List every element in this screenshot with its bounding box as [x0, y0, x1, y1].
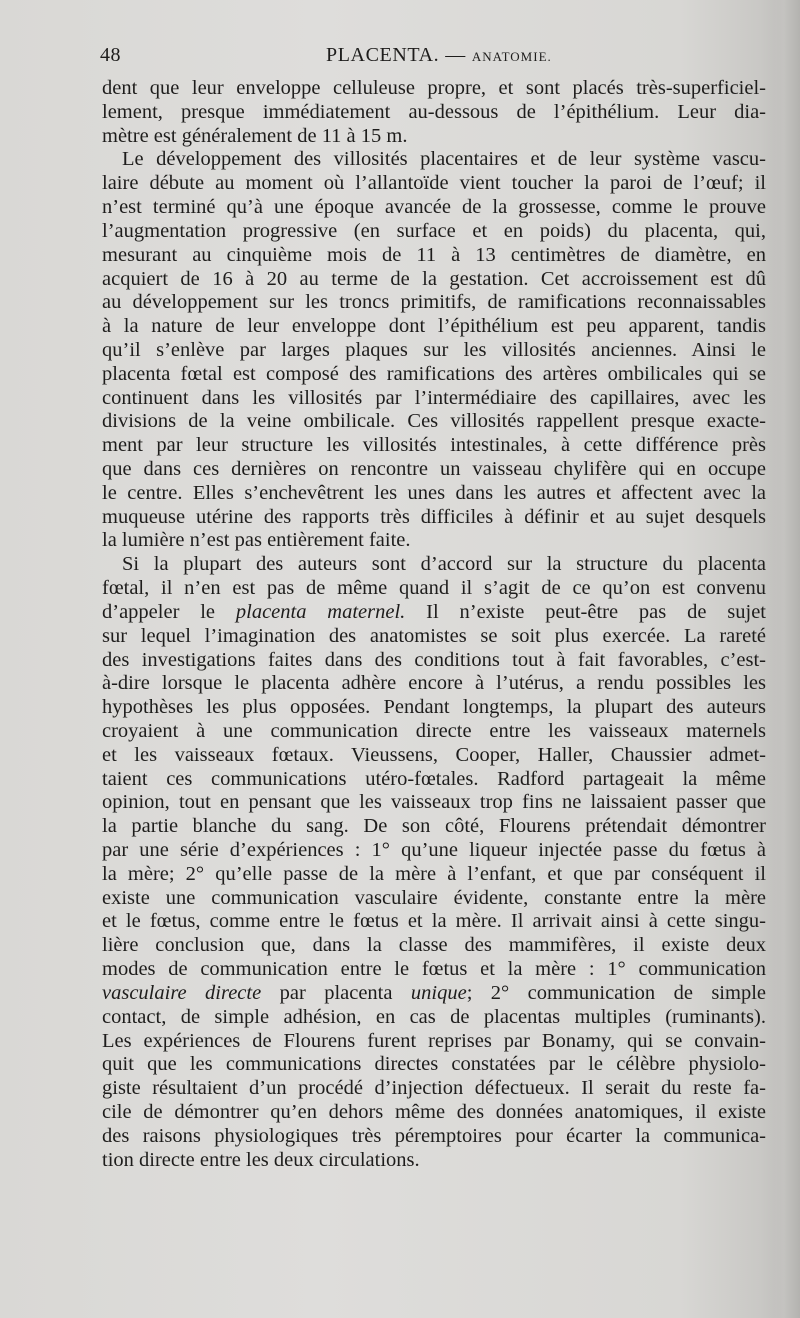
text-line: par une série d’expériences : 1° qu’une liqueur injectée passe du fœtus à: [102, 839, 766, 861]
text-line: lement, presque immédiatement au-dessous de l’épithélium. Leur dia-: [102, 100, 766, 123]
text-line: tion directe entre les deux circulations.: [102, 1148, 420, 1171]
text-line: Le développement des villosités placentaires et de leur système vascu-: [122, 148, 766, 171]
text-line: cile de démontrer qu’en dehors même des données anatomiques, il existe: [102, 1100, 766, 1123]
running-header: [100, 44, 768, 74]
text-line: existe une communication vasculaire évidente, constante entre la mère: [102, 886, 766, 909]
italic-text: unique: [410, 981, 467, 1004]
text-line: l’augmentation progressive (en surface et en poids) du placenta, qui,: [102, 219, 766, 242]
text-line: contact, de simple adhésion, en cas de placentas multiples (ruminants).: [102, 1005, 766, 1028]
text-segment: ; 2° communication de simple: [466, 981, 766, 1004]
page-edge-shadow: [768, 0, 800, 1318]
text-line: muqueuse utérine des rapports très difficiles à définir et au sujet desquels: [102, 505, 766, 528]
text-line: quit que les communications directes constatées par le célèbre physiolo-: [102, 1053, 766, 1076]
text-segment: par placenta: [261, 981, 411, 1004]
section-title: ANATOMIE.: [471, 49, 552, 64]
text-line: modes de communication entre le fœtus et la mère : 1° communication: [102, 958, 766, 981]
text-line: divisions de la veine ombilicale. Ces villosités rappellent presque exacte-: [102, 410, 766, 433]
text-line: Les expériences de Flourens furent reprises par Bonamy, qui se convain-: [102, 1029, 766, 1052]
text-line: à-dire lorsque le placenta adhère encore à l’utérus, a rendu possibles les: [102, 672, 766, 695]
text-line: n’est terminé qu’à une époque avancée de la grossesse, comme le prouve: [102, 196, 766, 219]
text-line: mètre est généralement de 11 à 15 m.: [102, 124, 408, 147]
text-line: ment par leur structure les villosités intestinales, à cette différence près: [102, 434, 766, 457]
text-line: la lumière n’est pas entièrement faite.: [102, 529, 411, 552]
text-line: qu’il s’enlève par larges plaques sur les villosités anciennes. Ainsi le: [102, 338, 766, 361]
chapter-title: PLACENTA.: [326, 44, 440, 66]
title-separator: —: [445, 44, 466, 66]
text-line: [102, 982, 766, 1006]
text-segment: Il n’existe peut-être pas de sujet: [405, 600, 766, 623]
text-line: opinion, tout en pensant que les vaisseaux trop fins ne laissaient passer que: [102, 791, 766, 814]
italic-text: vasculaire directe: [102, 981, 262, 1004]
italic-text: placenta maternel.: [235, 600, 406, 623]
text-line: laire débute au moment où l’allantoïde vient toucher la paroi de l’œuf; il: [102, 172, 766, 195]
text-line: des investigations faites dans des conditions tout à fait favorables, c’est-: [102, 648, 766, 671]
text-line: sur lequel l’imagination des anatomistes se soit plus exercée. La rareté: [102, 624, 766, 647]
body-text: [102, 77, 766, 1172]
text-line: et le fœtus, comme entre le fœtus et la mère. Il arrivait ainsi à cette singu-: [102, 910, 766, 933]
running-title: [326, 44, 552, 67]
text-line: la mère; 2° qu’elle passe de la mère à l’enfant, et que par conséquent il: [102, 862, 766, 885]
text-line: [102, 601, 766, 625]
text-line: continuent dans les villosités par l’intermédiaire des capillaires, avec les: [102, 386, 766, 409]
text-line: que dans ces dernières on rencontre un vaisseau chylifère qui en occupe: [102, 458, 766, 480]
text-line: le centre. Elles s’enchevêtrent les unes dans les autres et affectent avec la: [102, 481, 766, 504]
text-line: acquiert de 16 à 20 au terme de la gestation. Cet accroissement est dû: [102, 267, 766, 290]
text-line: des raisons physiologiques très péremptoires pour écarter la communica-: [102, 1124, 766, 1147]
text-line: giste résultaient d’un procédé d’injection défectueux. Il serait du reste fa-: [102, 1077, 766, 1100]
text-line: fœtal, il n’en est pas de même quand il s’agit de ce qu’on est convenu: [102, 577, 766, 600]
text-line: placenta fœtal est composé des ramifications des artères ombilicales qui se: [102, 362, 766, 385]
text-line: à la nature de leur enveloppe dont l’épithélium est peu apparent, tandis: [102, 315, 766, 338]
text-line: et les vaisseaux fœtaux. Vieussens, Cooper, Haller, Chaussier admet-: [102, 743, 766, 766]
text-line: hypothèses les plus opposées. Pendant longtemps, la plupart des auteurs: [102, 696, 766, 719]
page-number: 48: [100, 44, 121, 66]
text-line: Si la plupart des auteurs sont d’accord sur la structure du placenta: [122, 553, 766, 576]
text-line: lière conclusion que, dans la classe des mammifères, il existe deux: [102, 934, 766, 957]
text-line: dent que leur enveloppe celluleuse propre, et sont placés très-superficiel-: [102, 77, 766, 99]
text-segment: d’appeler le: [102, 600, 236, 623]
text-line: croyaient à une communication directe entre les vaisseaux maternels: [102, 719, 766, 742]
text-line: au développement sur les troncs primitifs, de ramifications reconnaissables: [102, 291, 766, 314]
text-line: la partie blanche du sang. De son côté, Flourens prétendait démontrer: [102, 815, 766, 838]
text-line: taient ces communications utéro-fœtales. Radford partageait la même: [102, 767, 766, 790]
text-line: mesurant au cinquième mois de 11 à 13 centimètres de diamètre, en: [102, 243, 766, 266]
